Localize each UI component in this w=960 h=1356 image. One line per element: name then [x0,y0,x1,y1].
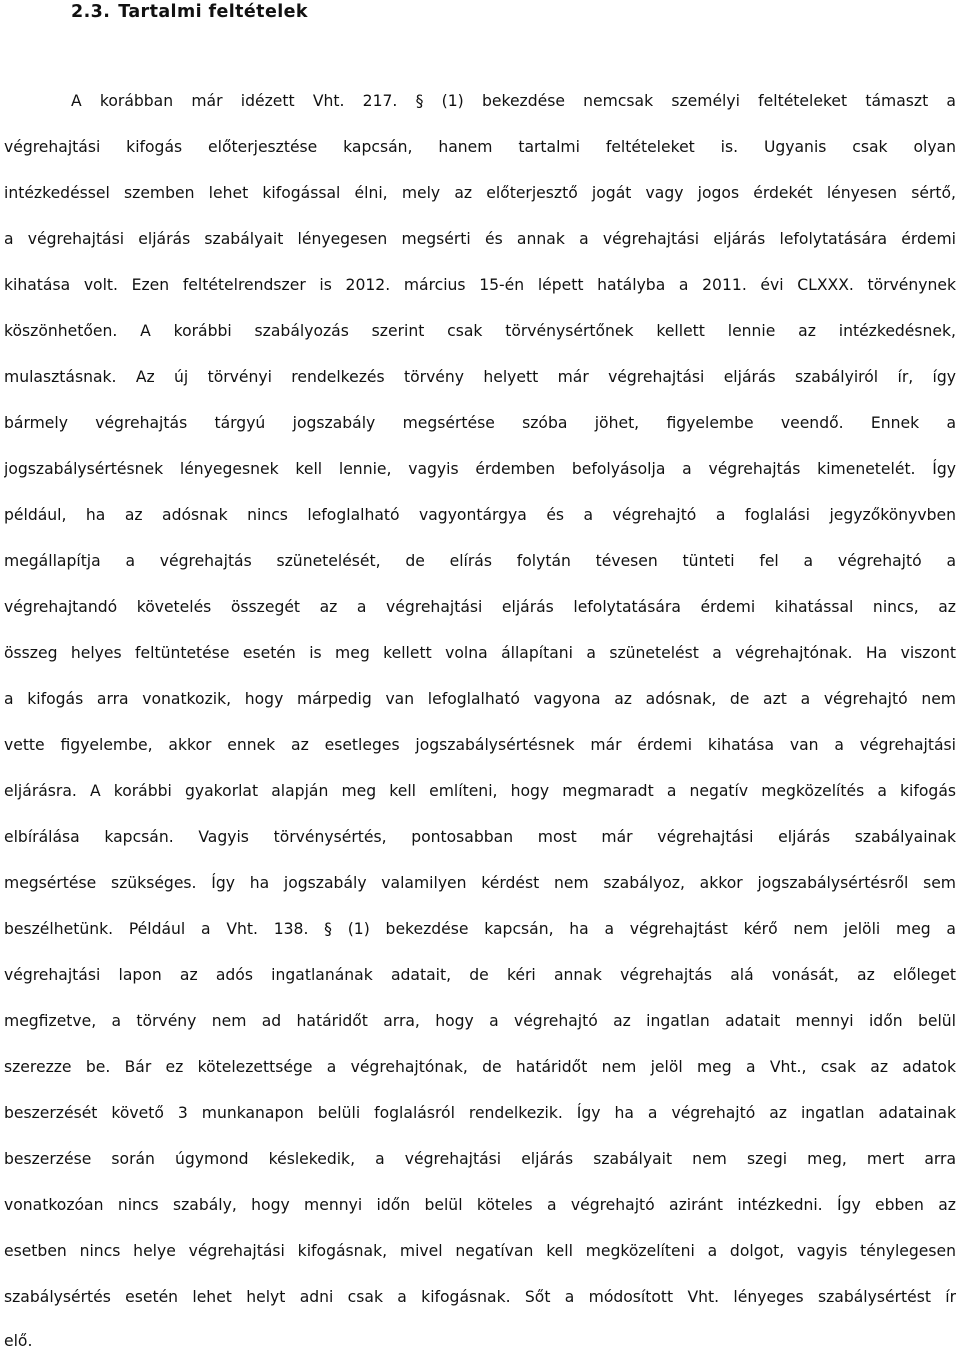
paragraph-line: beszélhetünk. Például a Vht. 138. § (1) bekezdése kapcsán, ha a végrehajtást kérő nem jelöli meg a [4,920,956,938]
paragraph-line: beszerzése során úgymond késlekedik, a végrehajtási eljárás szabályait nem szegi meg, mert arra [4,1150,956,1168]
paragraph-line: beszerzését követő 3 munkanapon belüli foglalásról rendelkezik. Így ha a végrehajtó az ingatlan adatainak [4,1104,956,1122]
paragraph-line: szabálysértés esetén lehet helyt adni csak a kifogásnak. Sőt a módosított Vht. lényeges szabálysértést ír [4,1288,956,1306]
paragraph-line: mulasztásnak. Az új törvényi rendelkezés törvény helyett már végrehajtási eljárás szabályiról ír, így [4,368,956,386]
section-title: Tartalmi feltételek [118,2,308,22]
paragraph-line: például, ha az adósnak nincs lefoglalható vagyontárgya és a végrehajtó a foglalási jegyzőkönyvben [4,506,956,524]
paragraph-line: végrehajtandó követelés összegét az a végrehajtási eljárás lefolytatására érdemi kihatással nincs, az [4,598,956,616]
paragraph-line: elő. [4,1332,33,1350]
paragraph-line: végrehajtási lapon az adós ingatlanának adatait, de kéri annak végrehajtás alá vonását, az előleget [4,966,956,984]
paragraph-line: eljárásra. A korábbi gyakorlat alapján meg kell említeni, hogy megmaradt a negatív megközelítés a kifogás [4,782,956,800]
paragraph-line: elbírálása kapcsán. Vagyis törvénysértés, pontosabban most már végrehajtási eljárás szabályainak [4,828,956,846]
paragraph-line: megállapítja a végrehajtás szünetelését, de elírás folytán tévesen tünteti fel a végrehajtó a [4,552,956,570]
paragraph-line: intézkedéssel szemben lehet kifogással élni, mely az előterjesztő jogát vagy jogos érdekét lényesen sértő, [4,184,956,202]
paragraph-line: végrehajtási kifogás előterjesztése kapcsán, hanem tartalmi feltételeket is. Ugyanis csak olyan [4,138,956,156]
paragraph-line: szerezze be. Bár ez kötelezettsége a végrehajtónak, de határidőt nem jelöl meg a Vht., csak az adatok [4,1058,956,1076]
paragraph-line: kihatása volt. Ezen feltételrendszer is 2012. március 15-én lépett hatályba a 2011. évi CLXXX. törvénynek [4,276,956,294]
paragraph-line: köszönhetően. A korábbi szabályozás szerint csak törvénysértőnek kellett lennie az intézkedésnek, [4,322,956,340]
paragraph-line: bármely végrehajtás tárgyú jogszabály megsértése szóba jöhet, figyelembe veendő. Ennek a [4,414,956,432]
section-heading [71,0,308,24]
paragraph-line: megfizetve, a törvény nem ad határidőt arra, hogy a végrehajtó az ingatlan adatait mennyi időn belül [4,1012,956,1030]
paragraph-line: esetben nincs helye végrehajtási kifogásnak, mivel negatívan kell megközelíteni a dolgot, vagyis ténylegesen [4,1242,956,1260]
paragraph-line: megsértése szükséges. Így ha jogszabály valamilyen kérdést nem szabályoz, akkor jogszabálysértésről sem [4,874,956,892]
paragraph-line: a kifogás arra vonatkozik, hogy márpedig van lefoglalható vagyona az adósnak, de azt a végrehajtó nem [4,690,956,708]
paragraph-line: a végrehajtási eljárás szabályait lényegesen megsérti és annak a végrehajtási eljárás lefolytatására érdemi [4,230,956,248]
paragraph-line: vonatkozóan nincs szabály, hogy mennyi időn belül köteles a végrehajtó aziránt intézkedni. Így ebben az [4,1196,956,1214]
section-number: 2.3. [71,2,111,22]
paragraph-line: jogszabálysértésnek lényegesnek kell lennie, vagyis érdemben befolyásolja a végrehajtás kimenetelét. Így [4,460,956,478]
paragraph-line: összeg helyes feltüntetése esetén is meg kellett volna állapítani a szünetelést a végrehajtónak. Ha viszont [4,644,956,662]
paragraph-line: vette figyelembe, akkor ennek az esetleges jogszabálysértésnek már érdemi kihatása van a végrehajtási [4,736,956,754]
paragraph-line: A korábban már idézett Vht. 217. § (1) bekezdése nemcsak személyi feltételeket támaszt a [71,92,956,110]
